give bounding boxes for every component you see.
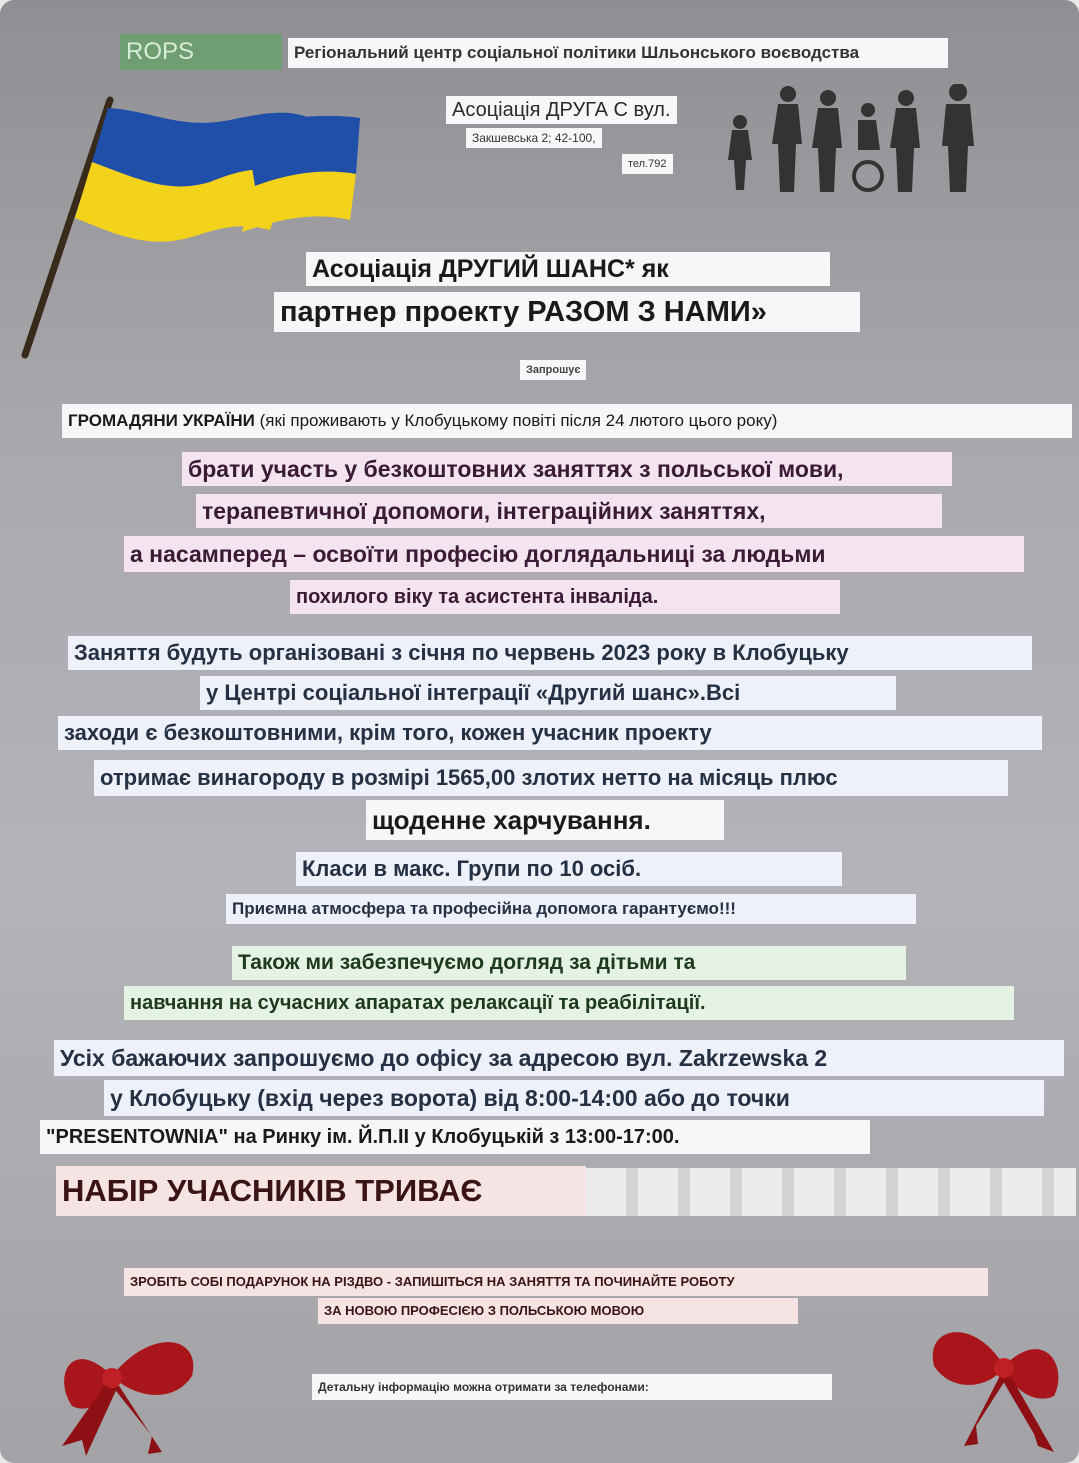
christmas-line-1: ЗРОБІТЬ СОБІ ПОДАРУНОК НА РІЗДВО - ЗАПИШІТЬСЯ НА ЗАНЯТТЯ ТА ПОЧИНАЙТЕ РОБОТУ bbox=[124, 1268, 988, 1296]
office-line-1: Усіх бажаючих запрошуємо до офісу за адресою вул. Zakrzewska 2 bbox=[54, 1040, 1064, 1076]
association-address: Асоціація ДРУГА С вул. bbox=[446, 96, 677, 124]
audience-strong: ГРОМАДЯНИ УКРАЇНИ bbox=[68, 411, 255, 430]
title-line-2: партнер проекту РАЗОМ З НАМИ» bbox=[274, 292, 860, 332]
details-line-5: щоденне харчування. bbox=[366, 800, 724, 840]
offer-line-1: брати участь у безкоштовних заняттях з польської мови, bbox=[182, 452, 952, 486]
details-line-2: у Центрі соціальної інтеграції «Другий шанс».Всі bbox=[200, 676, 896, 710]
center-name: Регіональний центр соціальної політики Шльонського воєводства bbox=[288, 38, 948, 68]
title-line-1: Асоціація ДРУГИЙ ШАНС* як bbox=[306, 252, 830, 286]
atmosphere-line: Приємна атмосфера та професійна допомога гарантуємо!!! bbox=[226, 894, 916, 924]
offer-line-2: терапевтичної допомоги, інтеграційних заняттях, bbox=[196, 494, 942, 528]
red-bow-right-icon bbox=[904, 1306, 1074, 1456]
phone-label: тел.792 bbox=[622, 154, 673, 174]
people-silhouettes-icon bbox=[718, 84, 998, 194]
invites-label: Запрошує bbox=[520, 360, 586, 380]
care-line-2: навчання на сучасних апаратах релаксації та реабілітації. bbox=[124, 986, 1014, 1020]
groups-line: Класи в макс. Групи по 10 осіб. bbox=[296, 852, 842, 886]
offer-line-3: а насамперед – освоїти професію доглядальниці за людьми bbox=[124, 536, 1024, 572]
recruitment-banner: НАБІР УЧАСНИКІВ ТРИВАЄ bbox=[56, 1166, 586, 1216]
footer-contacts: Детальну інформацію можна отримати за телефонами: bbox=[312, 1374, 832, 1400]
blurred-area bbox=[586, 1168, 1076, 1216]
red-bow-left-icon bbox=[52, 1316, 222, 1456]
details-line-4: отримає винагороду в розмірі 1565,00 злотих нетто на місяць плюс bbox=[94, 760, 1008, 796]
office-line-3: "PRESENTOWNIA" на Ринку ім. Й.П.ІІ у Клобуцькій з 13:00-17:00. bbox=[40, 1120, 870, 1154]
street-address: Закшевська 2; 42-100, bbox=[466, 128, 602, 148]
audience-rest: (які проживають у Клобуцькому повіті після 24 лютого цього року) bbox=[259, 411, 778, 430]
christmas-line-2: ЗА НОВОЮ ПРОФЕСІЄЮ З ПОЛЬСЬКОЮ МОВОЮ bbox=[318, 1298, 798, 1324]
details-line-3: заходи є безкоштовними, крім того, кожен учасник проекту bbox=[58, 716, 1042, 750]
details-line-1: Заняття будуть організовані з січня по червень 2023 року в Клобуцьку bbox=[68, 636, 1032, 670]
office-line-2: у Клобуцьку (вхід через ворота) від 8:00-14:00 або до точки bbox=[104, 1080, 1044, 1116]
rops-logo: ROPS bbox=[120, 34, 282, 70]
audience-line bbox=[62, 404, 1072, 438]
care-line-1: Також ми забезпечуємо догляд за дітьми та bbox=[232, 946, 906, 980]
offer-line-4: похилого віку та асистента інваліда. bbox=[290, 580, 840, 614]
